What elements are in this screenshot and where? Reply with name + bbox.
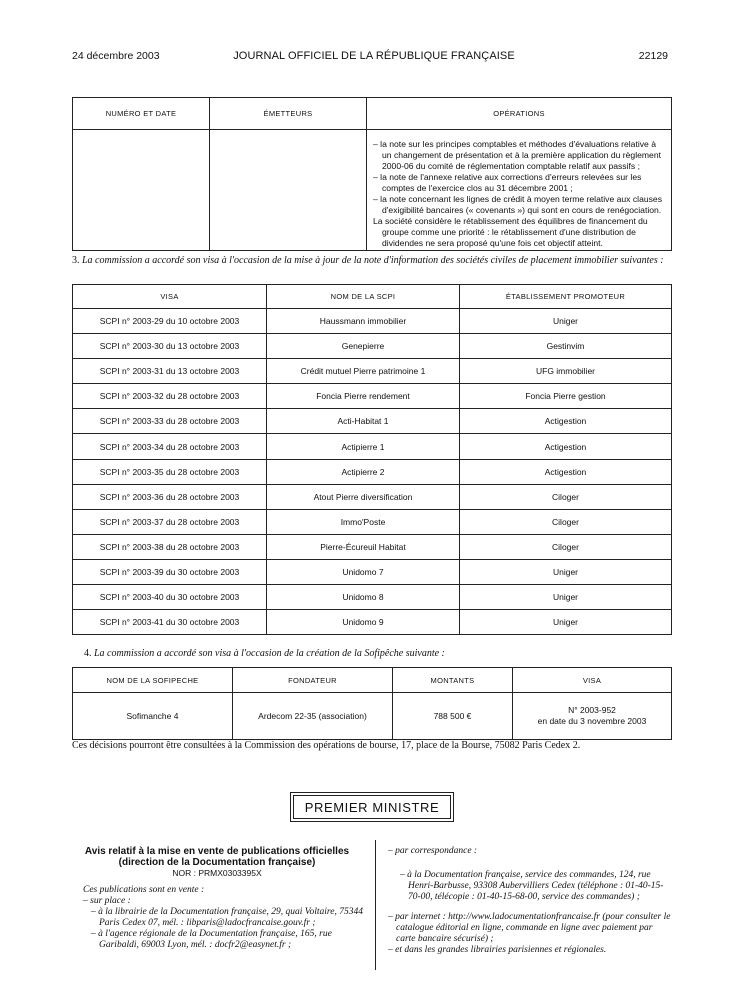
table-row	[73, 534, 672, 559]
journal-title: JOURNAL OFFICIEL DE LA RÉPUBLIQUE FRANÇAISE	[233, 50, 515, 62]
avis-title-line: (direction de la Documentation française)	[118, 857, 316, 868]
table-row	[73, 334, 672, 359]
table-cell-empty	[210, 130, 367, 251]
column-header: OPÉRATIONS	[367, 98, 672, 130]
table-row	[73, 130, 672, 251]
table-row	[73, 484, 672, 509]
visa-cell: SCPI n° 2003-33 du 28 octobre 2003	[73, 409, 267, 434]
avis-text: – à l'agence régionale de la Documentation française, 165, rue Garibaldi, 69003 Lyon, mél. : docfr2@easynet.fr ;	[91, 929, 332, 950]
avis-text: Ces publications sont en vente :	[83, 885, 205, 895]
avis-text: – à la Documentation française, service des commandes, 124, rue Henri-Barbusse, 93308 Aubervilliers Cedex (téléphone : 01-40-15-70-00, télécopie : 01-40-15-68-00, service des commandes) ;	[400, 870, 664, 902]
table-row	[73, 409, 672, 434]
visa-cell: SCPI n° 2003-41 du 30 octobre 2003	[73, 610, 267, 635]
column-header: MONTANTS	[393, 668, 513, 693]
table-row	[73, 559, 672, 584]
avis-title	[72, 846, 362, 868]
visa-cell: SCPI n° 2003-40 du 30 octobre 2003	[73, 585, 267, 610]
operation-item: – la note sur les principes comptables et méthodes d'évaluations relative à un changement de présentation et à la première application du règlement 2000-06 du comité de réglementation comptable relatif aux passifs ;	[373, 139, 661, 171]
table-header-row	[73, 668, 672, 693]
table-row	[73, 384, 672, 409]
visa-cell: SCPI n° 2003-30 du 13 octobre 2003	[73, 334, 267, 359]
table-row	[73, 359, 672, 384]
column-header: NOM DE LA SOFIPECHE	[73, 668, 233, 693]
visa-cell: SCPI n° 2003-31 du 13 octobre 2003	[73, 359, 267, 384]
operation-note: La société considère le rétablissement des équilibres de financement du groupe comme une priorité : le rétablissement d'une distribution de dividendes ne sera proposé qu'une fois cet objectif atteint.	[373, 216, 648, 248]
promoteur-cell: Actigestion	[460, 459, 672, 484]
avis-right-column	[388, 846, 672, 956]
scpi-name-cell: Unidomo 9	[267, 610, 460, 635]
column-header: ÉMETTEURS	[210, 98, 367, 130]
paragraph-number: 3.	[72, 255, 80, 266]
promoteur-cell: Actigestion	[460, 434, 672, 459]
scpi-name-cell: Actipierre 2	[267, 459, 460, 484]
visa-cell: SCPI n° 2003-35 du 28 octobre 2003	[73, 459, 267, 484]
visa-cell: SCPI n° 2003-32 du 28 octobre 2003	[73, 384, 267, 409]
promoteur-cell: Uniger	[460, 309, 672, 334]
scpi-table	[72, 284, 672, 635]
scpi-name-cell: Atout Pierre diversification	[267, 484, 460, 509]
paragraph-3	[72, 255, 672, 266]
paragraph-text: La commission a accordé son visa à l'occasion de la mise à jour de la note d'information des sociétés civiles de placement immobilier suivantes :	[82, 255, 664, 266]
column-header: ÉTABLISSEMENT PROMOTEUR	[460, 285, 672, 309]
avis-title-line: Avis relatif à la mise en vente de publications officielles	[84, 846, 350, 857]
table-header-row	[73, 285, 672, 309]
paragraph-4	[84, 648, 445, 659]
promoteur-cell: Ciloger	[460, 534, 672, 559]
scpi-name-cell: Unidomo 7	[267, 559, 460, 584]
promoteur-cell: Gestinvim	[460, 334, 672, 359]
table-row	[73, 309, 672, 334]
column-header: NOM DE LA SCPI	[267, 285, 460, 309]
scpi-name-cell: Unidomo 8	[267, 585, 460, 610]
section-title: PREMIER MINISTRE	[290, 792, 454, 822]
column-header: VISA	[73, 285, 267, 309]
scpi-name-cell: Pierre-Écureuil Habitat	[267, 534, 460, 559]
promoteur-cell: Foncia Pierre gestion	[460, 384, 672, 409]
sofipeche-table	[72, 667, 672, 740]
column-header: FONDATEUR	[233, 668, 393, 693]
promoteur-cell: Actigestion	[460, 409, 672, 434]
sofipeche-name: Sofimanche 4	[73, 693, 233, 740]
visa-cell: SCPI n° 2003-36 du 28 octobre 2003	[73, 484, 267, 509]
table-row	[73, 459, 672, 484]
paragraph-number: 4.	[84, 648, 92, 659]
scpi-name-cell: Immo'Poste	[267, 509, 460, 534]
visa-date: en date du 3 novembre 2003	[537, 716, 647, 726]
visa-cell: SCPI n° 2003-29 du 10 octobre 2003	[73, 309, 267, 334]
promoteur-cell: Uniger	[460, 610, 672, 635]
table-header-row	[73, 98, 672, 130]
operations-table	[72, 97, 672, 251]
table-row	[73, 693, 672, 740]
montant: 788 500 €	[393, 693, 513, 740]
promoteur-cell: Ciloger	[460, 509, 672, 534]
avis-left-column	[83, 885, 363, 951]
operations-cell	[367, 130, 672, 251]
avis-text: – par correspondance :	[388, 846, 478, 856]
scpi-name-cell: Foncia Pierre rendement	[267, 384, 460, 409]
table-row	[73, 434, 672, 459]
paragraph-text: La commission a accordé son visa à l'occasion de la création de la Sofipêche suivante :	[94, 648, 445, 659]
avis-text: – par internet : http://www.ladocumentationfrancaise.fr (pour consulter le catalogue éditorial en ligne, commande en ligne avec paiement par carte bancaire sécurisé) ;	[388, 912, 671, 944]
visa-cell	[513, 693, 672, 740]
header-date: 24 décembre 2003	[72, 50, 160, 62]
nor-reference: NOR : PRMX0303395X	[172, 868, 262, 878]
column-header: VISA	[513, 668, 672, 693]
avis-text: – à la librairie de la Documentation française, 29, quai Voltaire, 75344 Paris Cedex 07, mél. : libparis@ladocfrancaise.gouv.fr ;	[91, 907, 363, 928]
visa-cell: SCPI n° 2003-38 du 28 octobre 2003	[73, 534, 267, 559]
scpi-name-cell: Crédit mutuel Pierre patrimoine 1	[267, 359, 460, 384]
promoteur-cell: Ciloger	[460, 484, 672, 509]
scpi-name-cell: Actipierre 1	[267, 434, 460, 459]
decisions-note: Ces décisions pourront être consultées à la Commission des opérations de bourse, 17, place de la Bourse, 75082 Paris Cedex 2.	[72, 740, 581, 751]
promoteur-cell: Uniger	[460, 559, 672, 584]
scpi-name-cell: Genepierre	[267, 334, 460, 359]
promoteur-cell: Uniger	[460, 585, 672, 610]
visa-number: N° 2003-952	[568, 705, 616, 715]
visa-cell: SCPI n° 2003-37 du 28 octobre 2003	[73, 509, 267, 534]
fondateur: Ardecom 22-35 (association)	[233, 693, 393, 740]
table-cell-empty	[73, 130, 210, 251]
avis-text: – sur place :	[83, 896, 131, 906]
table-row	[73, 585, 672, 610]
column-divider	[375, 840, 376, 970]
table-row	[73, 509, 672, 534]
visa-cell: SCPI n° 2003-34 du 28 octobre 2003	[73, 434, 267, 459]
scpi-name-cell: Haussmann immobilier	[267, 309, 460, 334]
promoteur-cell: UFG immobilier	[460, 359, 672, 384]
page-number: 22129	[638, 50, 668, 62]
column-header: NUMÉRO ET DATE	[73, 98, 210, 130]
operation-item: – la note de l'annexe relative aux corrections d'erreurs relevées sur les comptes de l'exercice clos au 31 décembre 2001 ;	[373, 172, 642, 193]
scpi-name-cell: Acti-Habitat 1	[267, 409, 460, 434]
table-row	[73, 610, 672, 635]
operation-item: – la note concernant les lignes de crédit à moyen terme relative aux clauses d'exigibilité bancaires (« covenants ») qui sont en cours de renégociation.	[373, 194, 663, 215]
visa-cell: SCPI n° 2003-39 du 30 octobre 2003	[73, 559, 267, 584]
avis-text: – et dans les grandes librairies parisiennes et régionales.	[388, 945, 607, 955]
